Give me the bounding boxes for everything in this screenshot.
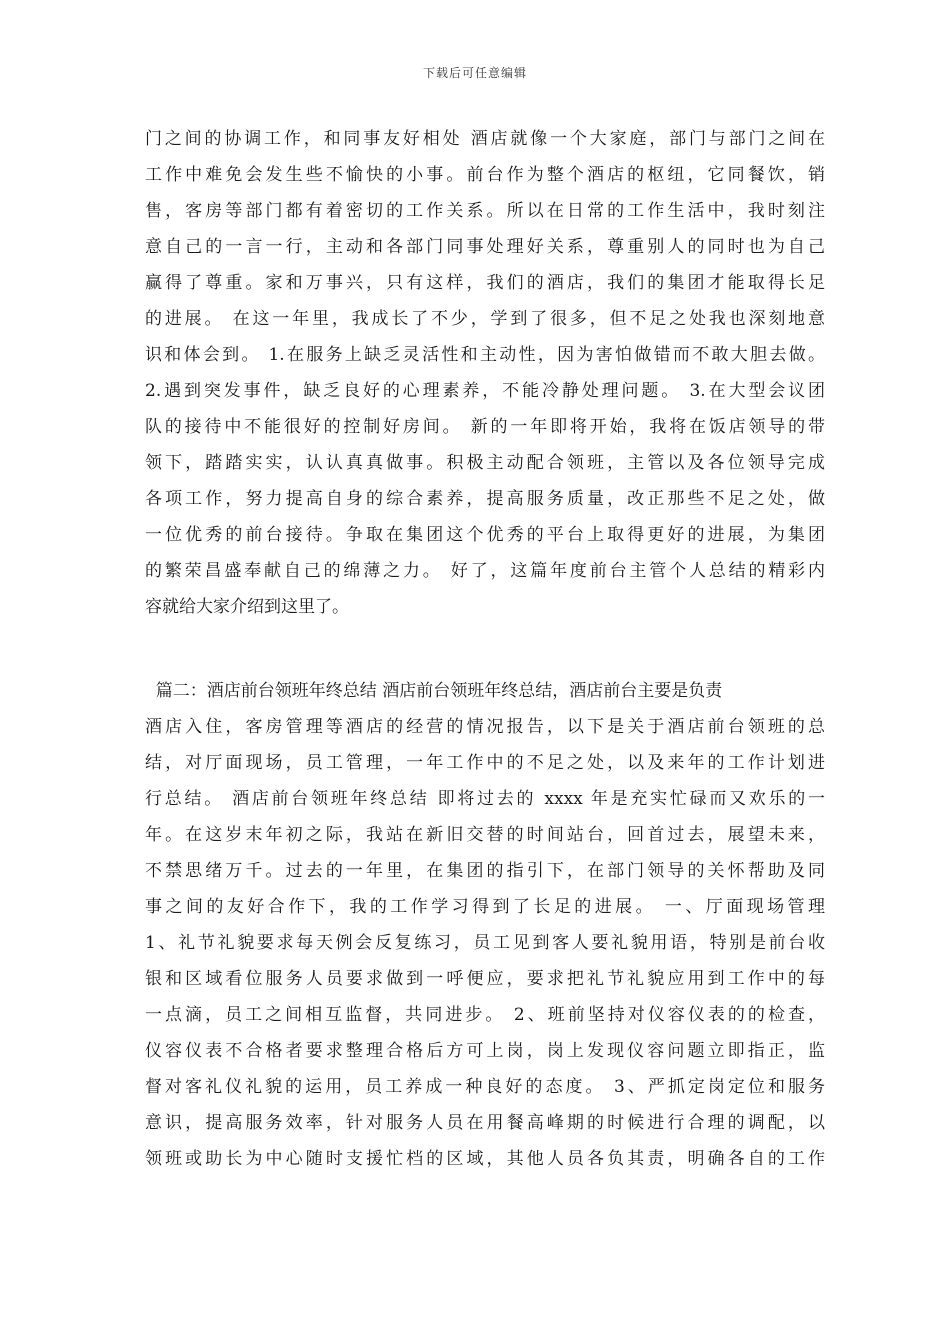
text-line: 银和区域看位服务人员要求做到一呼便应，要求把礼节礼貌应用到工作中的每 xyxy=(145,969,825,989)
text-line: 门之间的协调工作，和同事友好相处 酒店就像一个大家庭，部门与部门之间在 xyxy=(145,129,825,149)
page-header: 下载后可任意编辑 xyxy=(422,66,527,80)
text-line: 各项工作，努力提高自身的综合素养，提高服务质量，改正那些不足之处，做 xyxy=(145,489,825,509)
text-line: 事之间的友好合作下，我的工作学习得到了长足的进展。 一、厅面现场管理 xyxy=(145,897,825,917)
text-line: 1、礼节礼貌要求每天例会反复练习，员工见到客人要礼貌用语，特别是前台收 xyxy=(145,933,825,953)
text-line: 年。在这岁末年初之际，我站在新旧交替的时间站台，回首过去，展望未来， xyxy=(145,825,825,845)
text-line: 一位优秀的前台接待。争取在集团这个优秀的平台上取得更好的进展，为集团 xyxy=(145,525,825,545)
text-line: 赢得了尊重。家和万事兴，只有这样，我们的酒店，我们的集团才能取得长足 xyxy=(145,273,825,293)
text-line: 行总结。 酒店前台领班年终总结 即将过去的 xxxx 年是充实忙碌而又欢乐的一 xyxy=(145,789,825,809)
text-line: 一点滴，员工之间相互监督，共同进步。 2、班前坚持对仪容仪表的的检查， xyxy=(145,1005,825,1025)
text-line: 领下，踏踏实实，认认真真做事。积极主动配合领班，主管以及各位领导完成 xyxy=(145,453,825,473)
text-line: 队的接待中不能很好的控制好房间。 新的一年即将开始，我将在饭店领导的带 xyxy=(145,417,825,437)
text-line: 领班或助长为中心随时支援忙档的区域，其他人员各负其责，明确各自的工作 xyxy=(145,1149,825,1169)
text-line: 酒店入住，客房管理等酒店的经营的情况报告，以下是关于酒店前台领班的总 xyxy=(145,717,825,737)
text-line: 督对客礼仪礼貌的运用，员工养成一种良好的态度。 3、严抓定岗定位和服务 xyxy=(145,1077,825,1097)
text-line: 工作中难免会发生些不愉快的小事。前台作为整个酒店的枢纽，它同餐饮，销 xyxy=(145,165,825,185)
text-line: 2.遇到突发事件，缺乏良好的心理素养，不能冷静处理问题。 3.在大型会议团 xyxy=(145,381,825,401)
text-line: 识和体会到。 1.在服务上缺乏灵活性和主动性，因为害怕做错而不敢大胆去做。 xyxy=(145,345,825,365)
text-line: 容就给大家介绍到这里了。 xyxy=(145,597,349,617)
text-line: 售，客房等部门都有着密切的工作关系。所以在日常的工作生活中，我时刻注 xyxy=(145,201,825,221)
text-line: 意识，提高服务效率，针对服务人员在用餐高峰期的时候进行合理的调配，以 xyxy=(145,1113,825,1133)
text-line: 仪容仪表不合格者要求整理合格后方可上岗，岗上发现仪容问题立即指正，监 xyxy=(145,1041,825,1061)
text-line: 篇二：酒店前台领班年终总结 酒店前台领班年终总结，酒店前台主要是负责 xyxy=(145,681,723,701)
text-line: 意自己的一言一行，主动和各部门同事处理好关系，尊重别人的同时也为自己 xyxy=(145,237,825,257)
text-line: 结，对厅面现场，员工管理，一年工作中的不足之处，以及来年的工作计划进 xyxy=(145,753,825,773)
text-line: 的进展。 在这一年里，我成长了不少，学到了很多，但不足之处我也深刻地意 xyxy=(145,309,825,329)
text-line: 的繁荣昌盛奉献自己的绵薄之力。 好了，这篇年度前台主管个人总结的精彩内 xyxy=(145,561,825,581)
text-line: 不禁思绪万千。过去的一年里，在集团的指引下，在部门领导的关怀帮助及同 xyxy=(145,861,825,881)
